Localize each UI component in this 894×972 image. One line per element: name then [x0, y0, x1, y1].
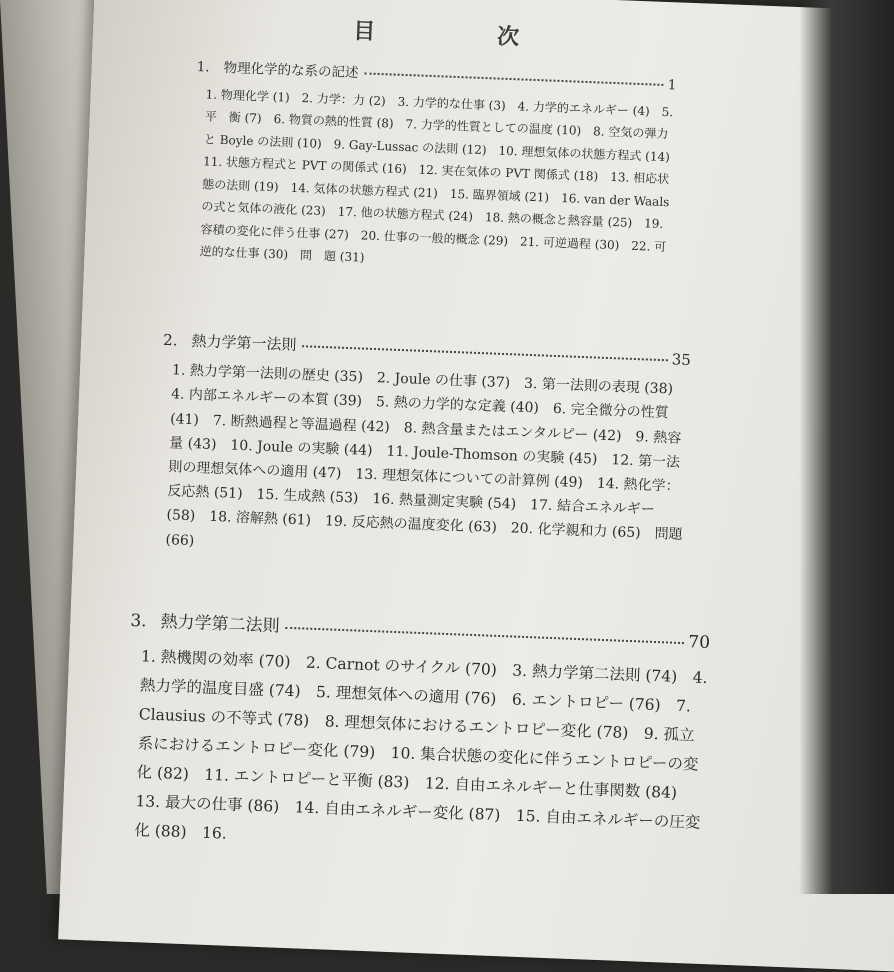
- chapter-1-sections: 1. 物理化学 (1) 2. 力学：力 (2) 3. 力学的な仕事 (3) 4. 力学的エネルギー (4) 5. 平 衡 (7) 6. 物質の熱的性質 (8) 7. 力学的性質としての温度 (10) 8. 空気の弾力と Boyle の法則 (10) 9. Gay-Lussac の法則 (12) 10. 理想気体の状態方程式 (14) 11. 状態方程式と PVT の関係式 (16) 12. 実在気体の PVT 関係式 (18) 13. 相応状態の法則 (19) 14. 気体の状態方程式 (21) 15. 臨界領域 (21) 16. van der Waals の式と気体の液化 (23) 17. 他の状態方程式 (24) 18. 熱の概念と熱容量 (25) 19. 容積の変化に伴う仕事 (27) 20. 仕事の一般的概念 (29) 21. 可逆過程 (30) 22. 可逆的な仕事 (30) 問 題 (31): [199, 86, 683, 265]
- chapter-3: [122, 607, 711, 867]
- leader-dots: [285, 627, 684, 644]
- book-page: [58, 0, 894, 972]
- chapter-3-page: 70: [687, 632, 711, 654]
- chapter-2-number: 2.: [162, 330, 178, 350]
- chapter-2-page: 35: [671, 350, 692, 370]
- chapter-3-title: 熱力学第二法則: [160, 612, 280, 637]
- chapter-3-number: 3.: [130, 610, 148, 632]
- chapter-1: [189, 56, 683, 281]
- leader-dots: [364, 72, 663, 85]
- chapter-1-number: 1.: [196, 58, 210, 76]
- chapter-2-title: 熱力学第一法則: [191, 331, 297, 354]
- chapter-1-title: 物理化学的な系の記述: [223, 60, 359, 82]
- chapter-2-sections: 1. 熱力学第一法則の歴史 (35) 2. Joule の仕事 (37) 3. 第一法則の表現 (38) 4. 内部エネルギーの本質 (39) 5. 熱の力学的な定義 (40) 6. 完全微分の性質 (41) 7. 断熱過程と等温過程 (42) 8. 熱含量またはエンタルピー (42) 9. 熱容量 (43) 10. Joule の実験 (44) 11. Joule-Thomson の実験 (45) 12. 第一法則の理想気体への適用 (47) 13. 理想気体についての計算例 (49) 14. 熱化学：反応熱 (51) 15. 生成熱 (53) 16. 熱量測定実験 (54) 17. 結合エネルギー (58) 18. 溶解熱 (61) 19. 反応熱の温度変化 (63) 20. 化学親和力 (65) 問題 (66): [165, 362, 688, 549]
- chapter-3-sections: 1. 熱機関の効率 (70) 2. Carnot のサイクル (70) 3. 熱力学第二法則 (74) 4. 熱力学的温度目盛 (74) 5. 理想気体への適用 (76) 6. エントロピー (76) 7. Clausius の不等式 (78) 8. 理想気体におけるエントロピー変化 (78) 9. 孤立系におけるエントロピー変化 (79) 10. 集合状態の変化に伴うエントロピーの変化 (82) 11. エントロピーと平衡 (83) 12. 自由エネルギーと仕事関数 (84) 13. 最大の仕事 (86) 14. 自由エネルギー変化 (87) 15. 自由エネルギーの圧変化 (88) 16.: [134, 647, 708, 843]
- leader-dots: [302, 345, 667, 361]
- chapter-1-page: 1: [667, 77, 677, 94]
- chapter-2: [155, 328, 691, 572]
- page-title: 目 次: [352, 17, 570, 53]
